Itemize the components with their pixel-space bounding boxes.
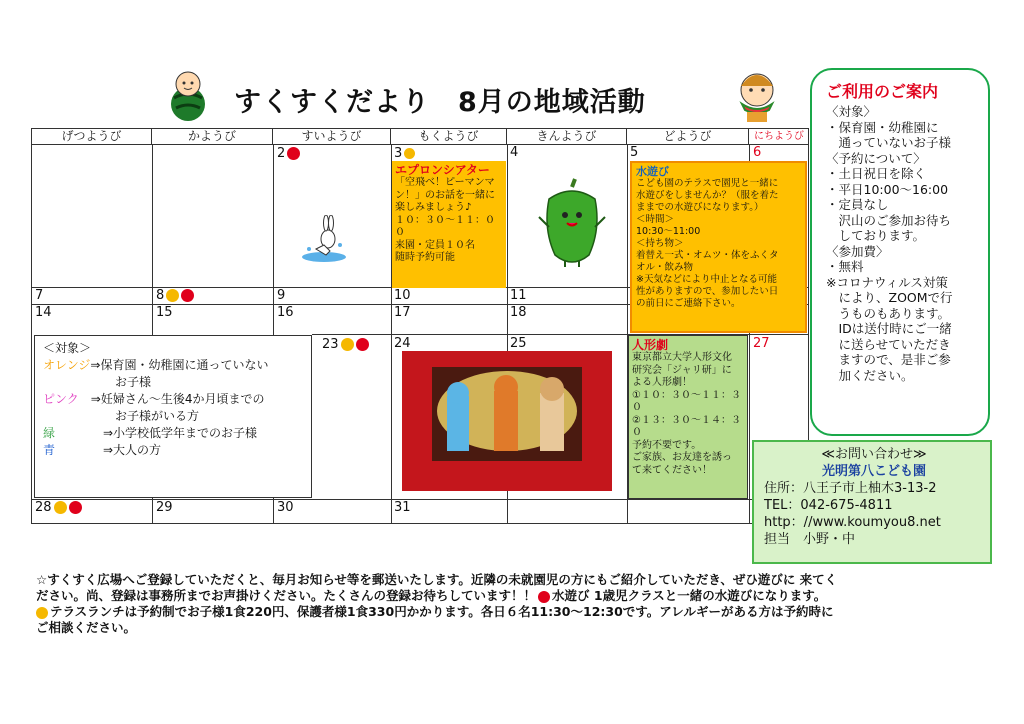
event-body-line: て来てください！ xyxy=(632,464,712,476)
usage-guide-panel xyxy=(810,68,990,436)
red-dot-icon xyxy=(69,501,82,514)
event-body-line: 東京都立大学人形文化 xyxy=(632,352,732,363)
day-10: 10 xyxy=(394,288,411,303)
event-body-line: 随時予約可能 xyxy=(395,252,455,263)
day-18: 18 xyxy=(510,305,527,320)
day-16: 16 xyxy=(277,305,294,320)
guide-line: ※コロナウィルス対策 xyxy=(826,274,948,290)
weekday-tue: かようび xyxy=(152,129,273,144)
note-line: ださい。尚、登録は事務所までお声掛けください。たくさんの登録お待ちしています！！ 水遊び 1歳児クラスと一緒の水遊びになります。 xyxy=(36,588,827,603)
usage-guide-title: ご利用のご案内 xyxy=(826,82,939,101)
event-body-line: ②１３：３０～１４：３０ xyxy=(632,414,741,438)
legend-text-cont: お子様がいる方 xyxy=(115,409,200,423)
legend-row-blue xyxy=(43,442,303,459)
day-8: 8 xyxy=(156,289,194,303)
orange-dot-icon xyxy=(166,289,179,302)
day-24: 24 xyxy=(394,336,411,351)
event-title: 人形劇 xyxy=(632,338,669,352)
guide-line: ・定員なし xyxy=(826,197,889,212)
event-body-line: 着替え一式・オムツ・体をふくタ xyxy=(636,250,779,261)
event-body-line: ままでの水遊びになります。） xyxy=(636,202,764,213)
event-body-line: ン！」のお話を一緒に xyxy=(395,189,495,201)
weekday-sun: にちようび xyxy=(754,131,804,142)
event-body-line: 研究会「ジャリ研」に xyxy=(632,364,732,376)
red-dot-icon xyxy=(287,147,300,160)
legend-text: ⇒大人の方 xyxy=(103,443,162,457)
guide-line: IDは送付時にご一緒 xyxy=(826,321,952,336)
orange-dot-icon xyxy=(341,338,354,351)
guide-line: 〈対象〉 xyxy=(826,104,877,119)
event-body-line: １０：３０～１１：００ xyxy=(395,214,495,238)
event-body-line: ＜持ち物＞ xyxy=(636,238,684,249)
event-title: エプロンシアター xyxy=(395,163,490,177)
day-25: 25 xyxy=(510,336,527,351)
rabbit-splash-icon xyxy=(294,215,354,265)
event-body-line: こども園のテラスで園児と一緒に xyxy=(636,178,779,189)
event-body-line: よる人形劇！ xyxy=(632,377,692,388)
legend-label: 緑 xyxy=(43,426,56,440)
green-pepper-icon xyxy=(537,177,607,269)
event-body-line: ご家族、お友達を誘っ xyxy=(632,452,732,463)
guide-line: 〈参加費〉 xyxy=(826,243,889,259)
orange-dot-icon xyxy=(404,148,415,159)
event-title: 水遊び xyxy=(636,165,669,178)
legend-label: 青 xyxy=(43,443,56,457)
guide-line: ・平日10:00～16:00 xyxy=(826,181,949,197)
guide-line: により、ZOOMで行 xyxy=(826,290,953,305)
legend-text: ⇒保育園・幼稚園に通っていない xyxy=(90,358,269,372)
day-28: 28 xyxy=(35,501,82,515)
day-6: 6 xyxy=(753,145,762,160)
event-body-line: 10:30～11:00 xyxy=(636,226,701,237)
weekday-thu: もくようび xyxy=(391,129,507,144)
day-30: 30 xyxy=(277,500,294,515)
calendar-grid xyxy=(31,128,809,524)
guide-line: 沢山のご参加お待ち xyxy=(826,212,952,228)
day-3: 3 xyxy=(394,147,415,161)
bottom-notes xyxy=(36,572,991,636)
day-29: 29 xyxy=(156,500,173,515)
day-31: 31 xyxy=(394,500,411,515)
day-23: 23 xyxy=(322,338,369,352)
event-body-line: 来園・定員１０名 xyxy=(395,239,475,251)
weekday-wed: すいようび xyxy=(273,129,391,144)
guide-line: 通っていないお子様 xyxy=(826,135,952,150)
guide-line: しております。 xyxy=(826,228,926,243)
day-27: 27 xyxy=(753,336,770,351)
event-puppet-show xyxy=(628,335,748,499)
legend-label: オレンジ xyxy=(43,358,91,372)
day-15: 15 xyxy=(156,305,173,320)
guide-line: ・保育園・幼稚園に xyxy=(826,119,939,135)
day-5: 5 xyxy=(630,145,639,160)
watermelon-baby-icon xyxy=(160,68,216,122)
legend-label: ピンク xyxy=(43,392,79,406)
note-line: テラスランチは予約制でお子様1食220円、保護者様1食330円かかります。各日６名11:30～12:30です。アレルギーがある方は予約時に xyxy=(36,604,991,620)
event-body-line: 楽しみましょう♪ xyxy=(395,202,472,213)
event-body-line: オル・飲み物 xyxy=(636,262,694,273)
day-7: 7 xyxy=(35,288,44,303)
guide-line: 加ください。 xyxy=(826,367,914,383)
note-line: ☆すくすく広場へご登録していただくと、毎月お知らせ等を郵送いたします。近隣の未就園児の方にもご紹介していただき、ぜひ遊びに 来てく xyxy=(36,572,838,587)
guide-line: に送らせていただき xyxy=(826,336,951,352)
legend-row-pink xyxy=(43,391,303,408)
guide-line: 〈予約について〉 xyxy=(826,150,926,166)
event-body-line: の前日にご連絡下さい。 xyxy=(636,298,741,309)
red-dot-icon xyxy=(356,338,369,351)
puppet-theater-icon xyxy=(402,351,612,491)
contact-tel: TEL：042-675-4811 xyxy=(764,498,893,513)
contact-address: 住所：八王子市上柚木3-13-2 xyxy=(764,481,937,496)
event-body-line: 性がありますので、参加したい日 xyxy=(636,286,779,297)
legend-text: ⇒妊婦さん～生後4か月頃までの xyxy=(90,392,265,406)
weekday-sat: どようび xyxy=(627,129,749,144)
page-title: すくすくだより 8月の地域活動 xyxy=(234,87,646,118)
contact-url[interactable]: http：//www.koumyou8.net xyxy=(764,515,941,530)
weekday-mon: げつようび xyxy=(32,129,152,144)
day-17: 17 xyxy=(394,305,411,320)
event-apron-theater xyxy=(392,161,506,288)
weekday-fri: きんようび xyxy=(507,129,627,144)
day-11: 11 xyxy=(510,288,527,303)
event-body-line: 水遊びをしませんか？（服を着た xyxy=(636,190,779,201)
day-9: 9 xyxy=(277,288,286,303)
event-body-line: 「空飛べ！ピーマンマ xyxy=(395,177,495,188)
event-body-line: ＜時間＞ xyxy=(636,214,675,225)
legend-text: ⇒小学校低学年までのお子様 xyxy=(103,426,258,440)
event-body-line: ※天気などにより中止となる可能 xyxy=(636,274,777,285)
guide-line: うものもあります。 xyxy=(826,305,951,321)
contact-heading: ≪お問い合わせ≫ xyxy=(821,447,927,462)
guide-line: ・土日祝日を除く xyxy=(826,166,927,181)
legend-row-orange xyxy=(43,357,303,374)
orange-dot-icon xyxy=(36,607,48,619)
day-14: 14 xyxy=(35,305,52,320)
day-4: 4 xyxy=(510,145,519,160)
red-dot-icon xyxy=(181,289,194,302)
red-dot-icon xyxy=(538,591,550,603)
contact-staff: 担当 小野・中 xyxy=(764,532,856,547)
event-body-line: ①１０：３０～１１：３０ xyxy=(632,389,741,413)
event-body-line: 予約不要です。 xyxy=(632,439,702,451)
day-2: 2 xyxy=(277,147,300,161)
legend-row-green xyxy=(43,425,303,442)
child-eating-watermelon-icon xyxy=(728,66,786,124)
target-legend xyxy=(34,335,312,498)
orange-dot-icon xyxy=(54,501,67,514)
contact-name: 光明第八こども園 xyxy=(821,464,926,479)
legend-heading: ＜対象＞ xyxy=(43,341,92,355)
legend-text-cont: お子様 xyxy=(115,375,152,389)
guide-line: ますので、是非ご参 xyxy=(826,352,951,367)
contact-box xyxy=(752,440,992,564)
event-water-play xyxy=(630,161,807,333)
note-line: ご相談ください。 xyxy=(36,620,137,635)
guide-line: ・無料 xyxy=(826,259,864,274)
